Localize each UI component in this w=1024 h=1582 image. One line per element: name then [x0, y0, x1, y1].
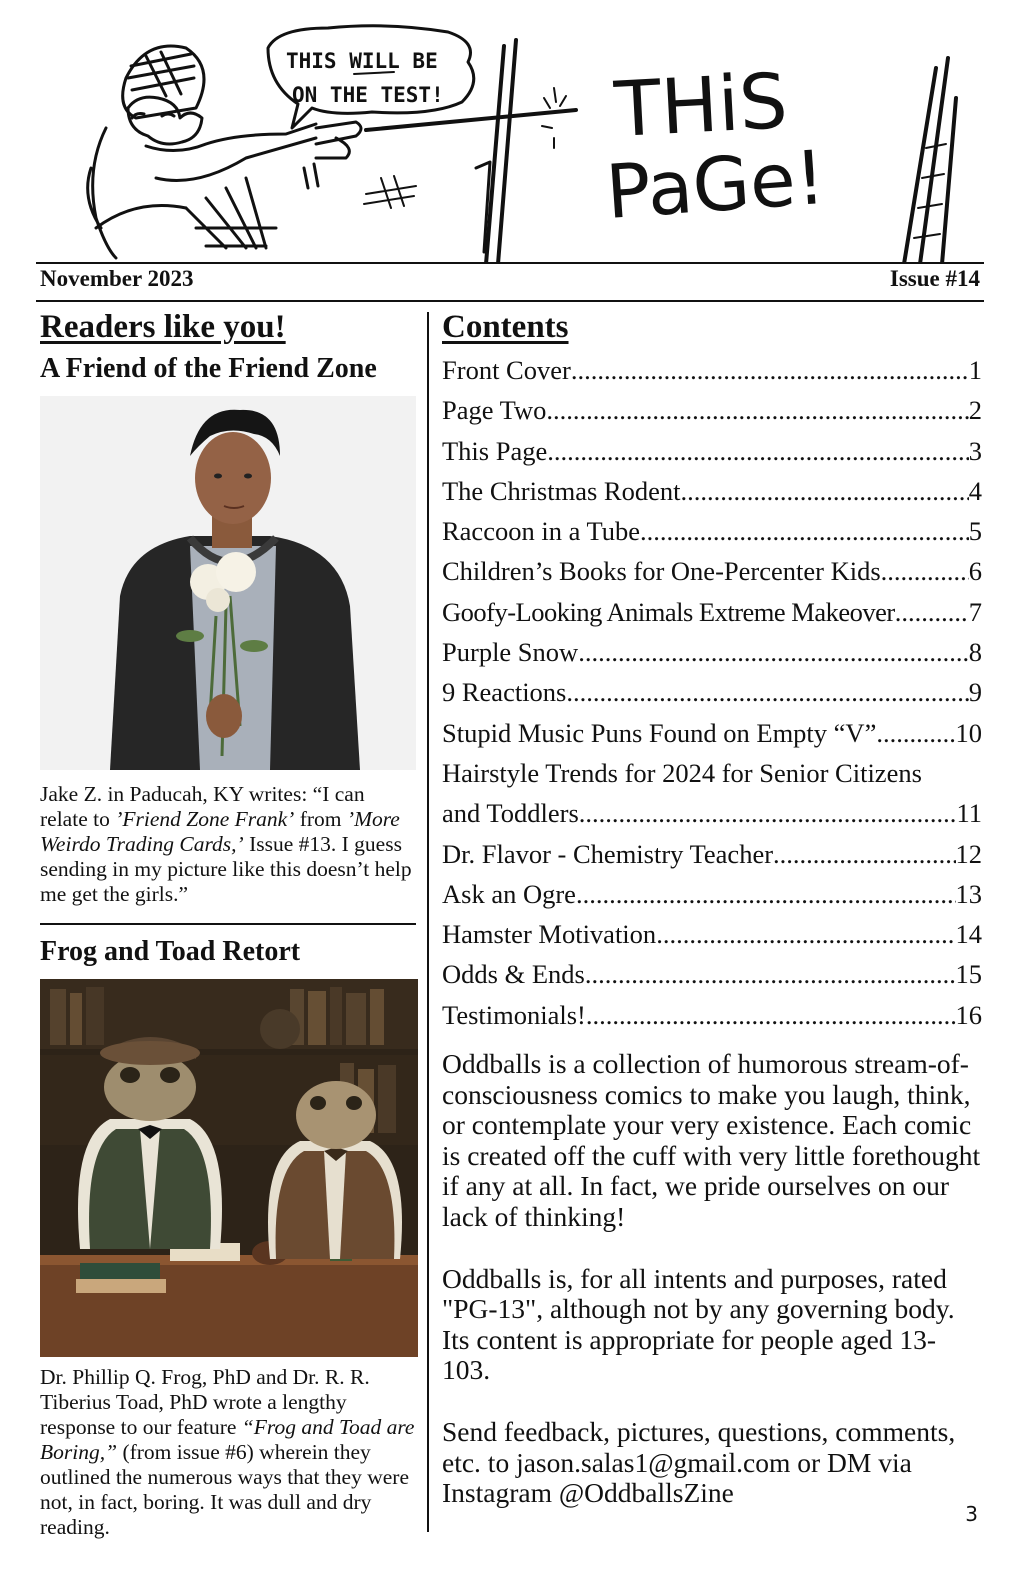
column-divider — [427, 312, 429, 1532]
contents-title: Contents — [442, 309, 569, 345]
toc-item: Children’s Books for One-Percenter Kids ..... 6 — [442, 551, 982, 591]
toc-item: Purple Snow ..... 8 — [442, 632, 982, 672]
bubble-line-2: ON THE TEST! — [292, 83, 444, 107]
readers-section-title: Readers like you! — [40, 309, 286, 345]
toc-item: Stupid Music Puns Found on Empty “V” ..... 10 — [442, 713, 982, 753]
readers-column — [40, 308, 416, 1540]
header-rule-bottom — [36, 300, 984, 302]
story2-caption: Dr. Phillip Q. Frog, PhD and Dr. R. R. Tiberius Toad, PhD wrote a lengthy response to our feature “Frog and Toad are Boring,” (from issue #6) wherein they outlined the numerous ways that they were not, in fact, boring. It was dull and dry reading. — [40, 1365, 415, 1539]
story1-title: A Friend of the Friend Zone — [40, 353, 377, 384]
toc-item: The Christmas Rodent ..... 4 — [442, 471, 982, 511]
header-comic — [36, 18, 984, 264]
contents-column — [442, 308, 982, 1540]
toc-item: Raccoon in a Tube ..... 5 — [442, 511, 982, 551]
toc-item: Testimonials! ..... 16 — [442, 995, 982, 1035]
about-paragraph-3: Send feedback, pictures, questions, comments, etc. to jason.salas1@gmail.com or DM via Instagram @OddballsZine — [442, 1415, 956, 1509]
frog-toad-photo — [40, 979, 418, 1357]
toc-item: Page Two ..... 2 — [442, 390, 982, 430]
toc-item: 9 Reactions ..... 9 — [442, 672, 982, 712]
issue-date: November 2023 — [40, 266, 194, 291]
story2-title: Frog and Toad Retort — [40, 936, 301, 967]
toc-item: and Toddlers ..... 11 — [442, 793, 982, 833]
toc-item: Odds & Ends ..... 15 — [442, 954, 982, 994]
handwritten-title — [603, 56, 828, 236]
header-rule-top — [36, 262, 984, 264]
title-line-1: THiS — [612, 56, 790, 154]
reader-photo — [40, 396, 416, 770]
toc-item: This Page ..... 3 — [442, 431, 982, 471]
page-number: 3 — [965, 1502, 978, 1526]
about-paragraph-2: Oddballs is, for all intents and purposes, rated "PG-13", although not by any governing body. Its content is appropriate for people aged 13-103. — [442, 1262, 955, 1386]
toc-item: Goofy-Looking Animals Extreme Makeover ..... 7 — [442, 592, 982, 632]
toc-item: Dr. Flavor - Chemistry Teacher ..... 12 — [442, 834, 982, 874]
speech-bubble — [268, 26, 474, 128]
about-text — [442, 1049, 982, 1509]
about-paragraph-1: Oddballs is a collection of humorous stream-of-consciousness comics to make you laugh, think, or contemplate your very existence. Each comic is created off the cuff with very little forethought if any at all. In fact, we pride ourselves on our lack of thinking! — [442, 1048, 981, 1233]
title-line-2: PaGe! — [603, 134, 828, 236]
story1-caption: Jake Z. in Paducah, KY writes: “I can relate to ’Friend Zone Frank’ from ’More Weirdo Trading Cards,’ Issue #13. I guess sending in my picture like this doesn’t help me get the girls.” — [40, 782, 412, 906]
toc-item-line1: Hairstyle Trends for 2024 for Senior Citizens — [442, 757, 922, 788]
toc-item: Ask an Ogre ..... 13 — [442, 874, 982, 914]
toc-item: Hamster Motivation ..... 14 — [442, 914, 982, 954]
bubble-line-1: THIS WILL BE — [286, 49, 438, 73]
toc-item: Front Cover ..... 1 — [442, 350, 982, 390]
issue-number: Issue #14 — [889, 266, 980, 291]
section-divider — [40, 923, 416, 925]
